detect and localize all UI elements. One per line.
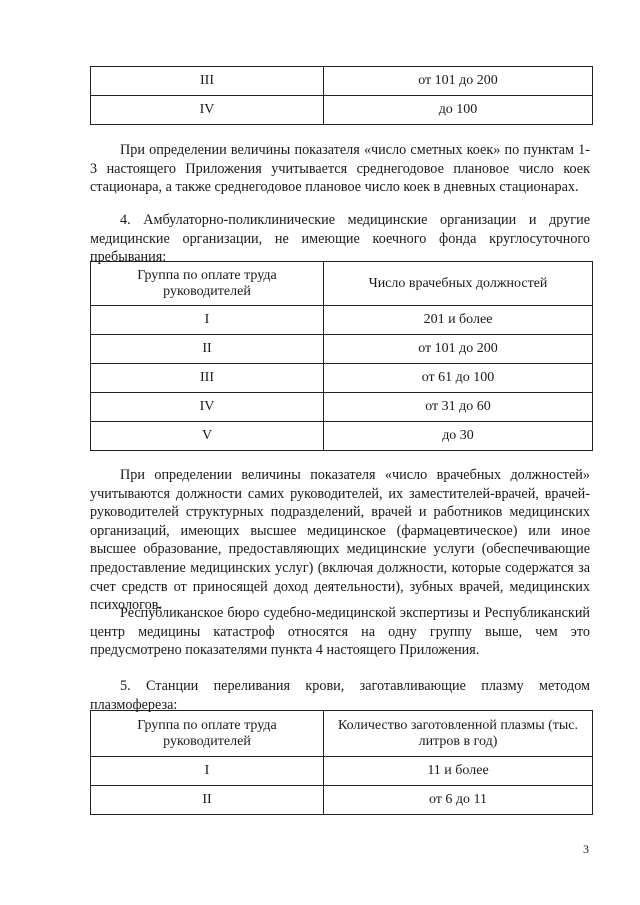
paragraph-bureau-note: Республиканское бюро судебно-медицинской экспертизы и Республиканский центр медицины катастроф относятся на одну группу выше, чем это предусмотрено показателями пункта 4 настоящего Приложения. <box>90 605 590 659</box>
table-row <box>91 306 593 335</box>
table-continued <box>90 66 593 125</box>
group-cell: II <box>91 335 324 364</box>
value-cell: 201 и более <box>324 306 593 335</box>
table-row <box>91 786 593 815</box>
group-cell: V <box>91 422 324 451</box>
table-header-row <box>91 711 593 757</box>
group-cell: I <box>91 306 324 335</box>
paragraph-section-4: 4. Амбулаторно-поликлинические медицинские организации и другие медицинские организации, не имеющие коечного фонда круглосуточного пребывания: <box>90 212 590 266</box>
value-cell: 11 и более <box>324 757 593 786</box>
table-row <box>91 364 593 393</box>
group-cell: II <box>91 786 324 815</box>
value-cell: до 100 <box>324 96 593 125</box>
page-number: 3 <box>583 842 589 856</box>
value-cell: от 61 до 100 <box>324 364 593 393</box>
table-row <box>91 96 593 125</box>
value-cell: от 101 до 200 <box>324 67 593 96</box>
group-cell: IV <box>91 393 324 422</box>
table-header-row <box>91 262 593 306</box>
table-row <box>91 422 593 451</box>
header-value-cell: Количество заготовленной плазмы (тыс. литров в год) <box>324 711 593 757</box>
header-value-cell: Число врачебных должностей <box>324 262 593 306</box>
header-group-cell: Группа по оплате труда руководителей <box>91 711 324 757</box>
group-cell: I <box>91 757 324 786</box>
value-cell: от 6 до 11 <box>324 786 593 815</box>
paragraph-positions-note: При определении величины показателя «число врачебных должностей» учитываются должности самих руководителей, их заместителей-врачей, врачей-руководителей структурных подразделений, врачей и работников медицинских организаций, имеющих высшее медицинское (фармацевтическое) или иное высшее образование, предоставляющих медицинские услуги (обеспечивающие предоставление медицинских услуг) (включая должности, которые содержатся за счет средств от приносящей доход деятельности), зубных врачей, медицинских психологов. <box>90 467 590 614</box>
value-cell: от 101 до 200 <box>324 335 593 364</box>
table-physician-positions <box>90 261 593 451</box>
value-cell: от 31 до 60 <box>324 393 593 422</box>
table-row <box>91 757 593 786</box>
table-plasma <box>90 710 593 815</box>
table-row <box>91 67 593 96</box>
group-cell: IV <box>91 96 324 125</box>
group-cell: III <box>91 364 324 393</box>
paragraph-section-5: 5. Станции переливания крови, заготавливающие плазму методом плазмофереза: <box>90 678 590 713</box>
group-cell: III <box>91 67 324 96</box>
table-row <box>91 335 593 364</box>
table-row <box>91 393 593 422</box>
paragraph-beds-note: При определении величины показателя «число сметных коек» по пунктам 1-3 настоящего Приложения учитывается среднегодовое плановое число коек стационара, а также среднегодовое плановое число коек в дневных стационарах. <box>90 142 590 196</box>
header-group-cell: Группа по оплате труда руководителей <box>91 262 324 306</box>
value-cell: до 30 <box>324 422 593 451</box>
